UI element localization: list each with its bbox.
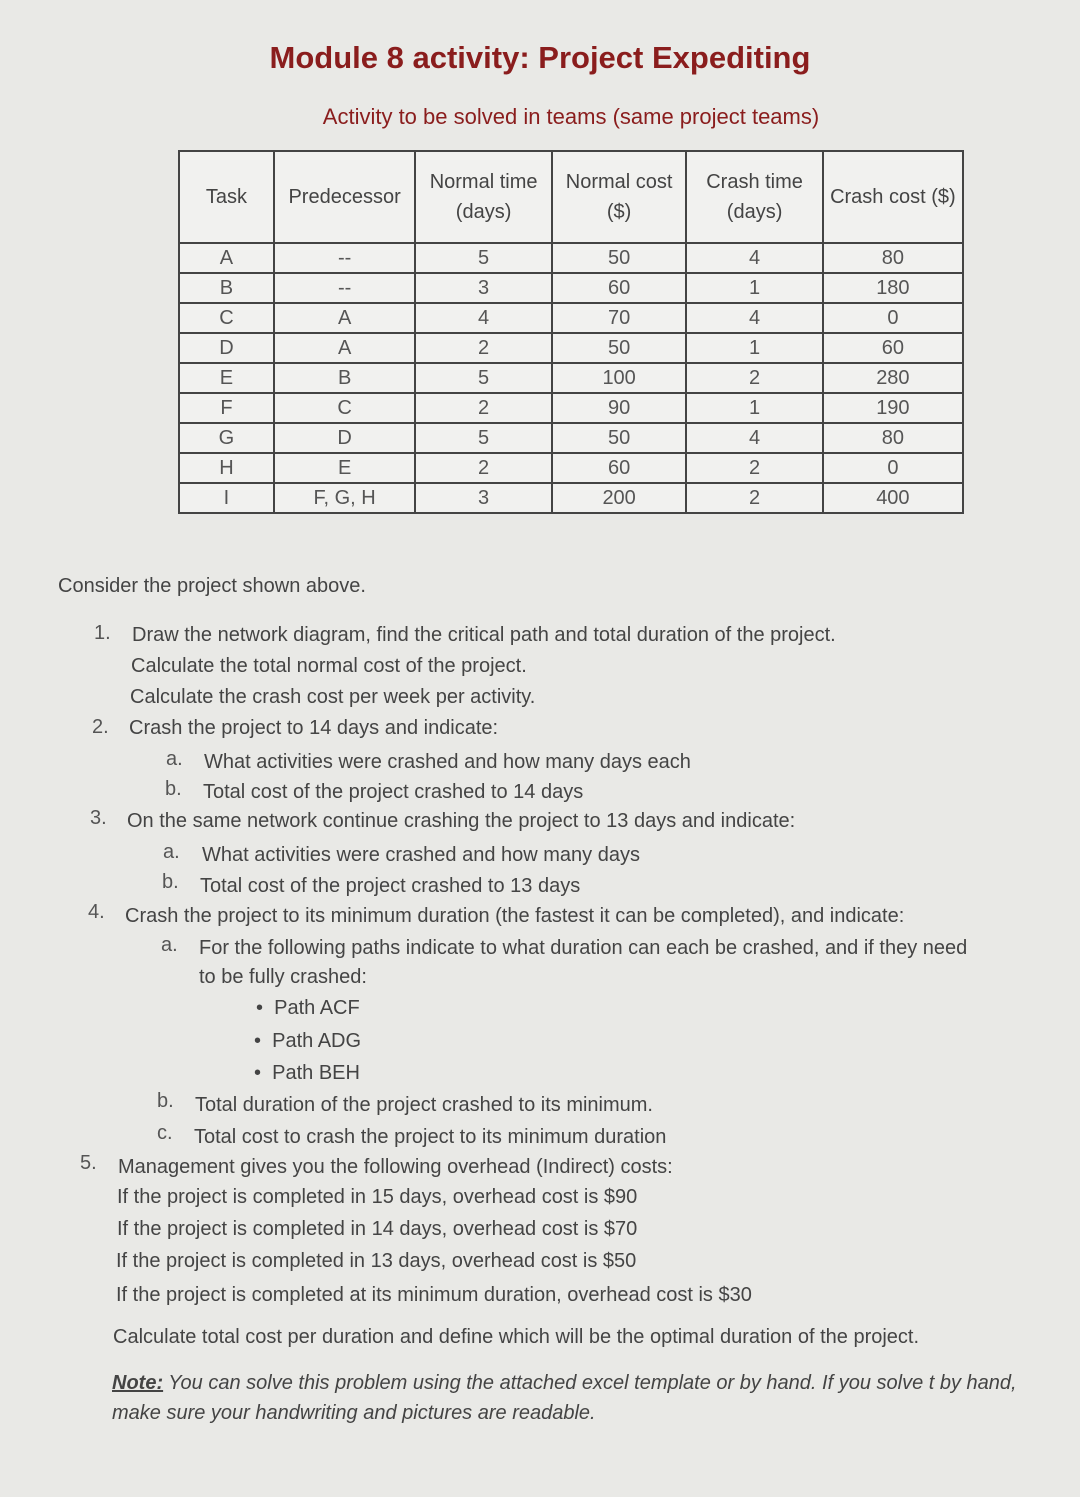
cell-normal-cost: 60 [552,453,687,483]
cell-normal-cost: 50 [552,243,687,273]
header-crash-time: Crash time (days) [686,151,822,243]
cell-predecessor: -- [274,243,415,273]
overhead-line: If the project is completed in 15 days, overhead cost is $90 [117,1186,638,1208]
q4a-text-cont: to be fully crashed: [199,966,367,988]
q1-line: Calculate the crash cost per week per activity. [130,686,536,708]
q1-line: Draw the network diagram, find the critical path and total duration of the project. [132,624,836,646]
cell-normal-cost: 90 [552,393,687,423]
q3a-text: What activities were crashed and how many days [202,844,640,866]
cell-task: C [179,303,274,333]
q4a-text: For the following paths indicate to what duration can each be crashed, and if they need [199,937,968,959]
cell-crash-cost: 80 [823,423,963,453]
q5-number: 5. [80,1152,97,1174]
cell-crash-time: 4 [686,243,822,273]
path-label: Path ACF [274,997,360,1019]
cell-crash-cost: 190 [823,393,963,423]
cell-task: H [179,453,274,483]
cell-predecessor: -- [274,273,415,303]
cell-normal-cost: 50 [552,333,687,363]
cell-crash-time: 1 [686,273,822,303]
page-subtitle: Activity to be solved in teams (same project teams) [322,104,820,129]
q4c-text: Total cost to crash the project to its minimum duration [194,1126,667,1148]
cell-predecessor: B [274,363,415,393]
cell-task: G [179,423,274,453]
path-label: Path ADG [272,1030,362,1052]
table-row [179,273,963,303]
note-label: Note: [112,1372,164,1394]
table-row [179,333,963,363]
list-item: • Path ADG [254,1030,362,1052]
cell-crash-time: 4 [686,303,822,333]
cell-predecessor: A [274,303,415,333]
cell-normal-time: 2 [415,453,552,483]
q3-text: On the same network continue crashing the project to 13 days and indicate: [127,810,796,832]
path-label: Path BEH [272,1062,360,1084]
table-row [179,393,963,423]
q4-text: Crash the project to its minimum duration (the fastest it can be completed), and indicate: [125,905,905,927]
table-row [179,453,963,483]
cell-normal-cost: 200 [552,483,687,513]
q4b-text: Total duration of the project crashed to its minimum. [195,1094,653,1116]
cell-task: D [179,333,274,363]
overhead-line: If the project is completed at its minimum duration, overhead cost is $30 [116,1284,752,1306]
q5-calc-text: Calculate total cost per duration and define which will be the optimal duration of the project. [113,1326,920,1348]
header-normal-cost: Normal cost ($) [552,151,687,243]
table-header-row [179,151,963,243]
page-title: Module 8 activity: Project Expediting [269,40,811,75]
list-item: • Path BEH [254,1062,360,1084]
cell-crash-cost: 80 [823,243,963,273]
q2-text: Crash the project to 14 days and indicate: [129,717,499,739]
cell-normal-time: 5 [415,243,552,273]
table-row [179,303,963,333]
cell-crash-cost: 60 [823,333,963,363]
header-predecessor: Predecessor [274,151,415,243]
q2-number: 2. [92,716,109,738]
q4-number: 4. [88,901,105,923]
cell-predecessor: F, G, H [274,483,415,513]
cell-task: B [179,273,274,303]
note-body: You can solve this problem using the attached excel template or by hand. If you solve t by hand, make sure your handwriting and pictures are readable. [112,1372,1017,1424]
q3-number: 3. [90,807,107,829]
q3a-label: a. [163,841,180,863]
header-task: Task [179,151,274,243]
cell-normal-cost: 100 [552,363,687,393]
overhead-line: If the project is completed in 13 days, overhead cost is $50 [116,1250,637,1272]
cell-normal-time: 2 [415,393,552,423]
overhead-line: If the project is completed in 14 days, overhead cost is $70 [117,1218,638,1240]
cell-crash-time: 4 [686,423,822,453]
q2a-label: a. [166,748,183,770]
q5-text: Management gives you the following overhead (Indirect) costs: [118,1156,673,1178]
note-text [112,1368,1052,1428]
table-row [179,423,963,453]
q2a-text: What activities were crashed and how many days each [204,751,691,773]
cell-predecessor: D [274,423,415,453]
project-table [178,150,964,514]
header-crash-cost: Crash cost ($) [823,151,963,243]
cell-task: I [179,483,274,513]
cell-task: F [179,393,274,423]
q4b-label: b. [157,1090,174,1112]
cell-crash-time: 1 [686,333,822,363]
cell-task: E [179,363,274,393]
header-normal-time: Normal time (days) [415,151,552,243]
cell-crash-time: 2 [686,453,822,483]
cell-crash-cost: 0 [823,303,963,333]
cell-predecessor: A [274,333,415,363]
cell-normal-time: 5 [415,423,552,453]
q4c-label: c. [157,1122,173,1144]
cell-normal-time: 3 [415,483,552,513]
table-row [179,243,963,273]
cell-predecessor: C [274,393,415,423]
cell-crash-cost: 280 [823,363,963,393]
q2b-label: b. [165,778,182,800]
cell-crash-cost: 0 [823,453,963,483]
cell-normal-cost: 60 [552,273,687,303]
table-row [179,483,963,513]
cell-crash-cost: 400 [823,483,963,513]
cell-predecessor: E [274,453,415,483]
list-item: • Path ACF [256,997,360,1019]
q2b-text: Total cost of the project crashed to 14 days [203,781,584,803]
cell-normal-cost: 50 [552,423,687,453]
cell-crash-time: 2 [686,483,822,513]
cell-normal-cost: 70 [552,303,687,333]
intro-text: Consider the project shown above. [58,575,366,597]
cell-task: A [179,243,274,273]
cell-normal-time: 2 [415,333,552,363]
q1-number: 1. [94,622,111,644]
q3b-label: b. [162,871,179,893]
cell-normal-time: 3 [415,273,552,303]
table-row [179,363,963,393]
q3b-text: Total cost of the project crashed to 13 days [200,875,581,897]
cell-normal-time: 4 [415,303,552,333]
cell-crash-time: 2 [686,363,822,393]
cell-normal-time: 5 [415,363,552,393]
cell-crash-time: 1 [686,393,822,423]
cell-crash-cost: 180 [823,273,963,303]
q1-line: Calculate the total normal cost of the project. [131,655,527,677]
q4a-label: a. [161,934,178,956]
